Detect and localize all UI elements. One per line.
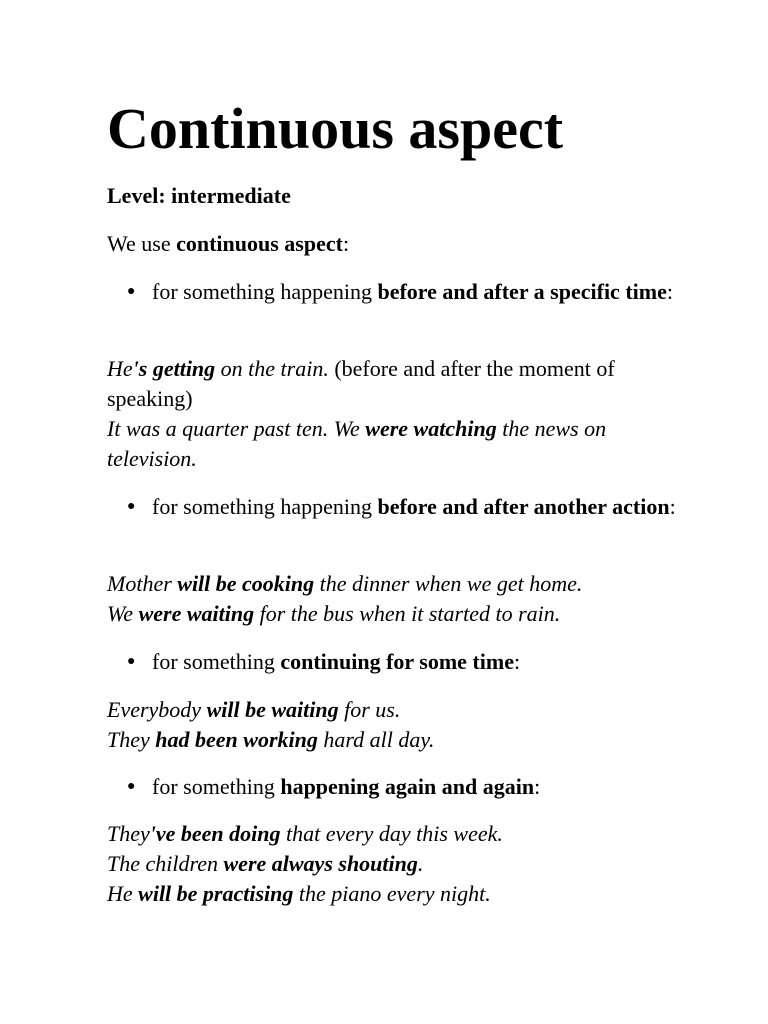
example-part-emphasis: will be cooking bbox=[177, 571, 315, 596]
example-group bbox=[107, 569, 682, 629]
bullet-prefix: for something bbox=[152, 774, 281, 799]
example-part: Mother bbox=[107, 571, 178, 596]
bullet-suffix: : bbox=[513, 649, 521, 674]
intro-paragraph bbox=[107, 229, 682, 259]
example-part-emphasis: 's getting bbox=[132, 356, 216, 381]
bullet-text bbox=[152, 277, 682, 307]
bullet-prefix: for something happening bbox=[152, 279, 378, 304]
bullet-item bbox=[107, 647, 682, 677]
bullet-suffix: : bbox=[534, 774, 541, 799]
example-part-emphasis: were waiting bbox=[138, 601, 255, 626]
level-label: Level: intermediate bbox=[107, 183, 291, 208]
bullet-prefix: for something happening bbox=[152, 494, 378, 519]
bullet-text bbox=[152, 492, 682, 522]
bullet-text bbox=[152, 647, 682, 677]
bullet-term: continuing for some time bbox=[280, 649, 514, 674]
example-part-emphasis: were watching bbox=[365, 416, 497, 441]
example-part: We bbox=[107, 601, 139, 626]
example-line bbox=[107, 879, 682, 909]
example-part-emphasis: will be practising bbox=[138, 881, 294, 906]
bullet-prefix: for something bbox=[152, 649, 281, 674]
example-line bbox=[107, 849, 682, 879]
bullet-dot-icon: ● bbox=[127, 654, 136, 669]
bullet-text bbox=[152, 772, 682, 802]
example-part: He bbox=[107, 881, 139, 906]
example-part-emphasis: 've been doing bbox=[149, 821, 281, 846]
example-line bbox=[107, 695, 682, 725]
example-part-emphasis: will be waiting bbox=[206, 697, 339, 722]
bullet-dot-icon: ● bbox=[127, 779, 136, 794]
example-part: the dinner when we get home. bbox=[314, 571, 583, 596]
example-group bbox=[107, 695, 682, 755]
example-line bbox=[107, 356, 615, 411]
example-group bbox=[107, 819, 682, 909]
example-part: . bbox=[417, 851, 424, 876]
bullet-term: happening again and again bbox=[280, 774, 535, 799]
example-line bbox=[107, 725, 682, 755]
bullet-suffix: : bbox=[669, 494, 676, 519]
example-group bbox=[107, 354, 682, 474]
bullet-item bbox=[107, 277, 682, 307]
example-part-emphasis: had been working bbox=[155, 727, 318, 752]
example-line bbox=[107, 569, 682, 599]
example-part: hard all day. bbox=[317, 727, 435, 752]
page-title: Continuous aspect bbox=[107, 96, 564, 161]
example-part: It was a quarter past ten. We bbox=[107, 416, 366, 441]
example-part: for us. bbox=[338, 697, 401, 722]
bullet-term: before and after a specific time bbox=[377, 279, 667, 304]
bullet-dot-icon: ● bbox=[127, 499, 136, 514]
example-part: on the train. bbox=[215, 356, 329, 381]
example-part: the piano every night. bbox=[293, 881, 491, 906]
example-part: They bbox=[107, 821, 150, 846]
bullet-item bbox=[107, 772, 682, 802]
bullet-term: before and after another action bbox=[377, 494, 670, 519]
bullet-dot-icon: ● bbox=[127, 284, 136, 299]
example-part: Everybody bbox=[107, 697, 207, 722]
bullet-item bbox=[107, 492, 682, 522]
example-line bbox=[107, 599, 682, 629]
example-note: (before and after the moment of speaking) bbox=[107, 356, 615, 411]
intro-prefix: We use bbox=[107, 231, 177, 256]
example-part: They bbox=[107, 727, 156, 752]
bullet-suffix: : bbox=[666, 279, 673, 304]
example-part-emphasis: were always shouting bbox=[223, 851, 418, 876]
example-part: the news on television. bbox=[107, 416, 607, 471]
example-line bbox=[107, 416, 606, 471]
intro-suffix: : bbox=[342, 231, 350, 256]
example-part: that every day this week. bbox=[280, 821, 503, 846]
intro-term: continuous aspect bbox=[176, 231, 343, 256]
example-part: for the bus when it started to rain. bbox=[254, 601, 561, 626]
example-part: He bbox=[107, 356, 133, 381]
example-line bbox=[107, 819, 682, 849]
example-part: The children bbox=[107, 851, 224, 876]
